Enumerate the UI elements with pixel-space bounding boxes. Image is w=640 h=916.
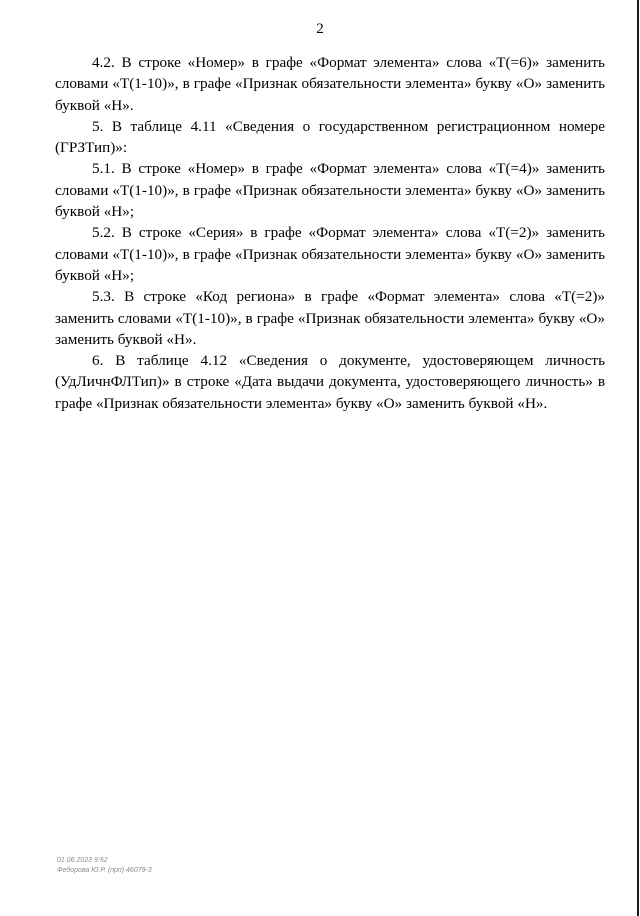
- paragraph-5: 5. В таблице 4.11 «Сведения о государственном регистрационном номере (ГРЗТип)»:: [55, 117, 605, 157]
- paragraph-5-2: 5.2. В строке «Серия» в графе «Формат элемента» слова «T(=2)» заменить словами «T(1-10)», в графе «Признак обязательности элемента» букву «О» заменить буквой «Н»;: [55, 224, 605, 284]
- stamp-author: Федорова Ю.Р. (прп) 46079-3: [57, 867, 152, 874]
- stamp-datetime: 01.06.2023 9:52: [57, 857, 108, 864]
- page-number: 2: [316, 21, 324, 37]
- scan-edge: [637, 0, 639, 916]
- paragraph-5-1: 5.1. В строке «Номер» в графе «Формат элемента» слова «T(=4)» заменить словами «T(1-10)», в графе «Признак обязательности элемента» букву «О» заменить буквой «Н»;: [55, 160, 605, 221]
- paragraph-4-2: 4.2. В строке «Номер» в графе «Формат элемента» слова «T(=6)» заменить словами «T(1-10)», в графе «Признак обязательности элемента» букву «О» заменить буквой «Н».: [55, 54, 605, 114]
- paragraph-6: 6. В таблице 4.12 «Сведения о документе, удостоверяющем личность (УдЛичнФЛТип)» в строке «Дата выдачи документа, удостоверяющего личность» в графе «Признак обязательности элемента» букву «О» заменить буквой «Н».: [55, 352, 605, 412]
- paragraph-5-3: 5.3. В строке «Код региона» в графе «Формат элемента» слова «T(=2)» заменить словами «T(1-10)», в графе «Признак обязательности элемента» букву «О» заменить буквой «Н».: [55, 288, 605, 348]
- document-body: [55, 52, 605, 414]
- registration-stamp: [57, 856, 152, 876]
